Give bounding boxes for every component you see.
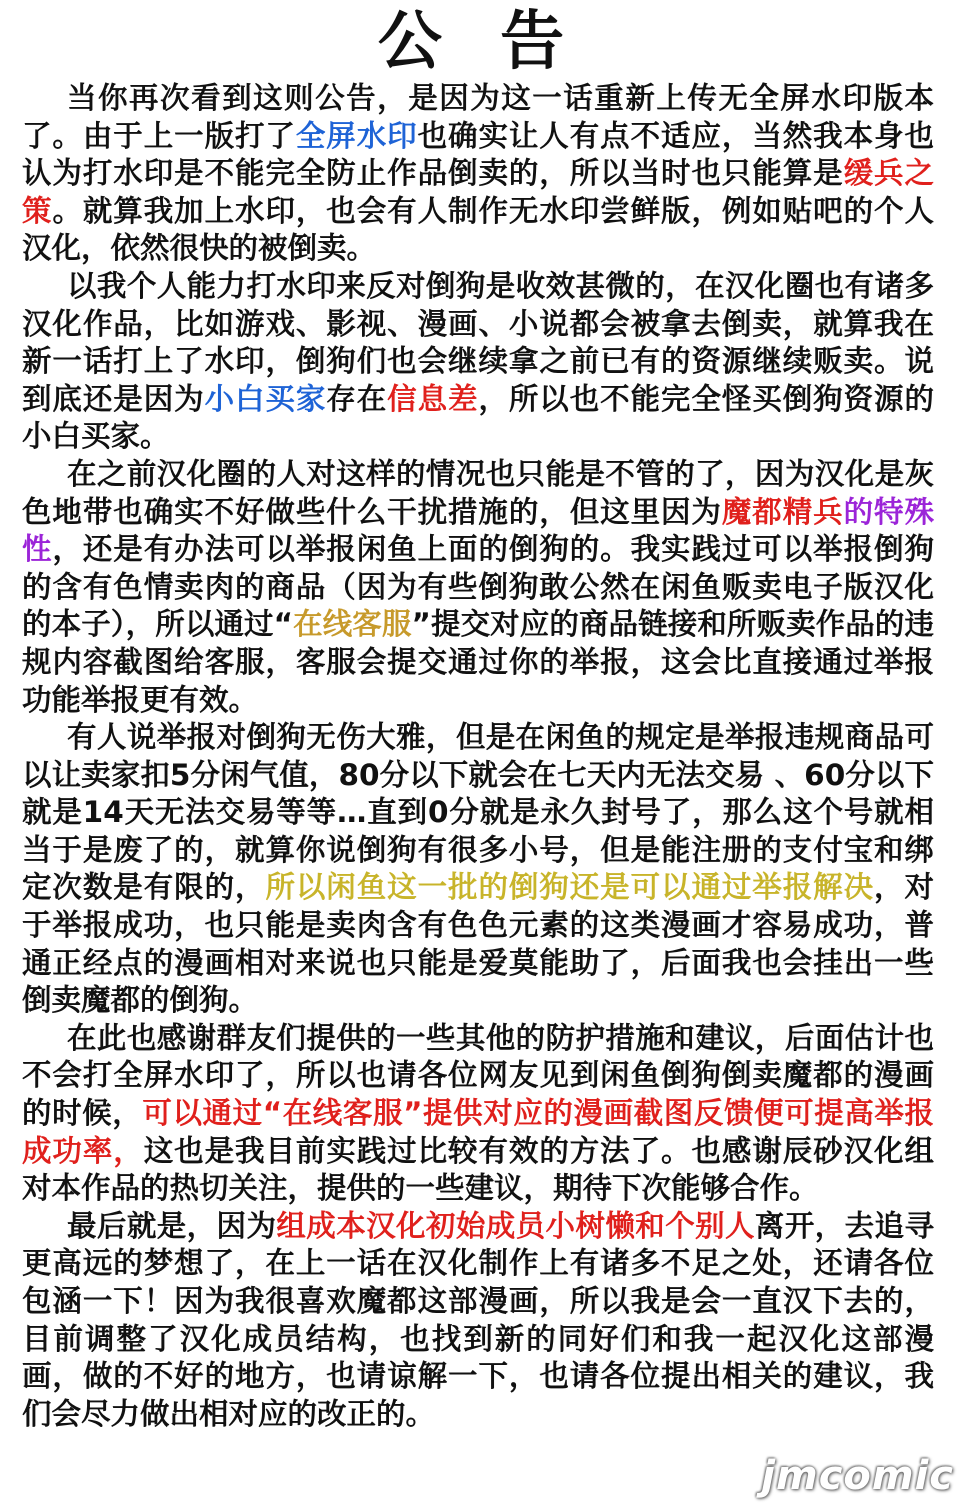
text-span: 也确实让人有点不适应，当然我本身也认为打水印是不能完全防止作品倒卖的，所以当时也只能算是 bbox=[22, 118, 934, 191]
text-span: 离开，去追寻更高远的梦想了，在上一话在汉化制作上有诸多不足之处，还请各位包涵一下！因为我很喜欢魔都这部漫画，所以我是会一直汉下去的，目前调整了汉化成员结构，也找到新的同好们和我一起汉化这部漫画，做的不好的地方，也请谅解一下，也请各位提出相关的建议，我们会尽力做出相对应的改正的。 bbox=[22, 1208, 934, 1431]
text-span: 以我个人能力打水印来反对倒狗是收效甚微的，在汉化圈也有诸多汉化作品，比如游戏、影视、漫画、小说都会被拿去倒卖，就算我在新一话打上了水印，倒狗们也会继续拿之前已有的资源继续贩卖。说到底还是因为 bbox=[22, 268, 934, 416]
highlight-stopgap: 缓兵之策 bbox=[22, 156, 934, 228]
highlight-series-name: 魔都精兵 bbox=[721, 494, 844, 529]
paragraph-1 bbox=[22, 80, 934, 268]
text-span: 在之前汉化圈的人对这样的情况也只能是不管的了，因为汉化是灰色地带也确实不好做些什么干扰措施的，但这里因为 bbox=[22, 456, 934, 529]
text-span: 。就算我加上水印，也会有人制作无水印尝鲜版，例如贴吧的个人汉化，依然很快的被倒卖。 bbox=[22, 193, 934, 266]
highlight-novice-buyers: 小白买家 bbox=[204, 381, 327, 416]
highlight-report-solution: 所以闲鱼这一批的倒狗还是可以通过举报解决 bbox=[265, 870, 875, 905]
highlight-founding-members: 组成本汉化初始成员小树懒和个别人 bbox=[276, 1208, 755, 1243]
highlight-specialness: 特殊性 bbox=[22, 494, 934, 567]
highlight-online-support: 在线客服 bbox=[293, 607, 412, 642]
text-span: 这也是我目前实践过比较有效的方法了。也感谢辰砂汉化组对本作品的热切关注，提供的一些建议，期待下次能够合作。 bbox=[22, 1133, 934, 1206]
highlight-particle: 的 bbox=[843, 494, 875, 529]
text-span: ，所以也不能完全怪买倒狗资源的小白买家。 bbox=[22, 381, 934, 454]
text-span: 在此也感谢群友们提供的一些其他的防护措施和建议，后面估计也不会打全屏水印了，所以也请各位网友见到闲鱼倒狗倒卖魔都的漫画的时候， bbox=[22, 1020, 934, 1131]
highlight-info-gap: 信息差 bbox=[387, 381, 479, 416]
text-span: 存在 bbox=[326, 381, 388, 416]
highlight-report-tip: 可以通过“在线客服”提供对应的漫画截图反馈便可提高举报成功率， bbox=[22, 1096, 934, 1168]
text-span: ，还是有办法可以举报闲鱼上面的倒狗的。我实践过可以举报倒狗的含有色情卖肉的商品（因为有些倒狗敢公然在闲鱼贩卖电子版汉化的本子），所以通过“ bbox=[22, 532, 934, 642]
notice-body bbox=[22, 80, 934, 1433]
text-span: 最后就是，因为 bbox=[67, 1208, 277, 1243]
text-span: 有人说举报对倒狗无伤大雅，但是在闲鱼的规定是举报违规商品可以让卖家扣5分闲气值，80分以下就会在七天内无法交易 、60分以下就是14天无法交易等等…直到0分就是永久封号了，那么这个号就相当于是废了的，就算你说倒狗有很多小号，但是能注册的支付宝和绑定次数是有限的， bbox=[22, 720, 934, 905]
notice-title: 公 告 bbox=[377, 5, 583, 79]
paragraph-3 bbox=[22, 456, 934, 719]
watermark-logo: jmcomic bbox=[761, 1453, 954, 1499]
text-span: 当你再次看到这则公告，是因为这一话重新上传无全屏水印版本了。由于上一版打了 bbox=[22, 81, 934, 153]
highlight-fullscreen-watermark: 全屏水印 bbox=[295, 118, 418, 153]
paragraph-6 bbox=[22, 1208, 934, 1434]
text-span: ”提交对应的商品链接和所贩卖作品的违规内容截图给客服，客服会提交通过你的举报，这会比直接通过举报功能举报更有效。 bbox=[22, 607, 934, 717]
paragraph-2 bbox=[22, 268, 934, 456]
paragraph-5 bbox=[22, 1020, 934, 1208]
text-span: ，对于举报成功，也只能是卖肉含有色色元素的这类漫画才容易成功，普通正经点的漫画相对来说也只能是爱莫能助了，后面我也会挂出一些倒卖魔都的倒狗。 bbox=[22, 870, 934, 1018]
paragraph-4 bbox=[22, 719, 934, 1020]
